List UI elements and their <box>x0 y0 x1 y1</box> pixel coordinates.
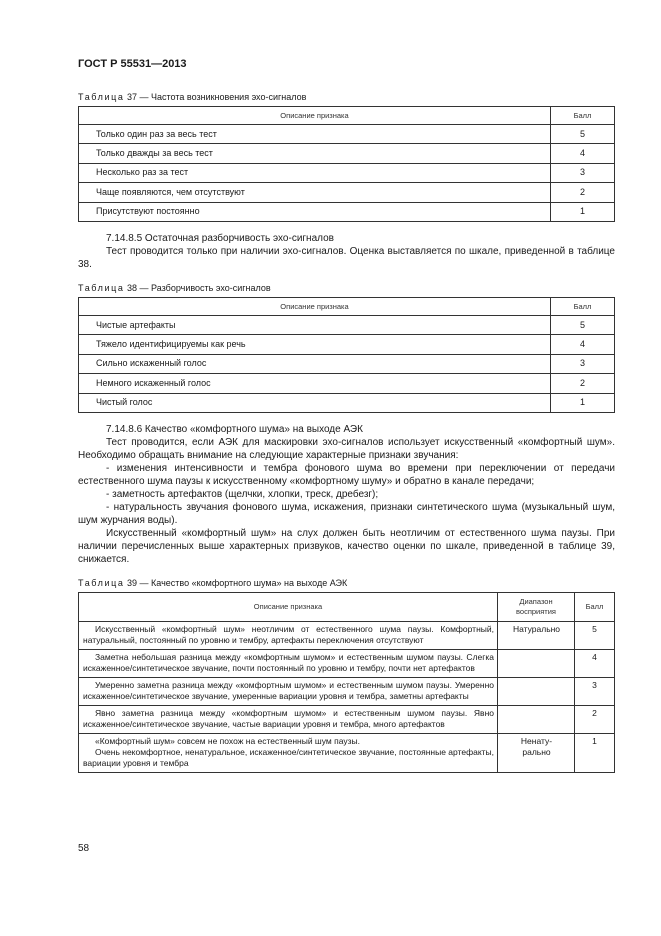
table-37-col-score: Балл <box>551 107 615 125</box>
table-38-cell-desc: Тяжело идентифицируемы как речь <box>79 335 551 354</box>
table-39-cell-score: 2 <box>575 705 615 733</box>
section-7-14-8-6-heading: 7.14.8.6 Качество «комфортного шума» на выходе АЭК <box>106 423 363 435</box>
table-38-caption <box>78 283 615 293</box>
table-39-cell-score: 5 <box>575 621 615 649</box>
table-37-title: 37 — Частота возникновения эхо-сигналов <box>127 92 307 102</box>
table-39-desc-text: Явно заметна разница между «комфортным шумом» и естественным шумом паузы. Явно искаженное/синтетическое звучание, частые вариации уровня и тембра, много артефактов <box>83 707 494 729</box>
section-7-14-8-6-bullet-2: - заметность артефактов (щелчки, хлопки, треск, дребезг); <box>106 488 379 500</box>
table-37-cell-desc: Только один раз за весь тест <box>79 125 551 144</box>
table-38-cell-score: 4 <box>551 335 615 354</box>
table-38-cell-desc: Немного искаженный голос <box>79 374 551 393</box>
table-39-cell-range <box>498 649 575 677</box>
section-7-14-8-6-bullet-3: - натуральность звучания фонового шума, искажения, признаки синтетического шума (музыкальный шум, шум журчания воды). <box>78 501 615 526</box>
table-38-cell-desc: Чистый голос <box>79 393 551 412</box>
table-39-col-range <box>498 592 575 621</box>
section-7-14-8-6-paragraph-2: Искусственный «комфортный шум» на слух должен быть неотличим от естественного шума паузы. При наличии перечисленных выше характерных призвуков, качество оценки по шкале, приведенной в таблице 39, снижается. <box>78 527 615 565</box>
table-39-header-row <box>79 592 615 621</box>
table-37-cell-desc: Только дважды за весь тест <box>79 144 551 163</box>
table-37-cell-desc: Чаще появляются, чем отсутствуют <box>79 183 551 202</box>
table-39-col-range-line-2: восприятия <box>516 606 556 616</box>
table-38-cell-score: 5 <box>551 315 615 334</box>
table-39-label: Таблица <box>78 577 125 588</box>
table-39-desc-text: «Комфортный шум» совсем не похож на естественный шум паузы. <box>95 735 360 746</box>
section-7-14-8-5-heading: 7.14.8.5 Остаточная разборчивость эхо-сигналов <box>106 232 334 244</box>
table-row <box>79 705 615 733</box>
page-number: 58 <box>78 843 90 854</box>
table-39-cell-desc <box>79 649 498 677</box>
table-row <box>79 183 615 202</box>
table-row <box>79 315 615 334</box>
table-37-label: Таблица <box>78 92 125 102</box>
table-37-cell-desc: Присутствуют постоянно <box>79 202 551 221</box>
table-row <box>79 649 615 677</box>
table-39-desc-text: Искусственный «комфортный шум» неотличим от естественного шума паузы. Комфортный, натуральный, постоянный по уровню и тембру, артефакты переключения отсутствуют <box>83 623 494 645</box>
table-row <box>79 393 615 412</box>
table-38-cell-score: 2 <box>551 374 615 393</box>
table-39-cell-range: Ненату- рально <box>498 733 575 772</box>
table-37 <box>78 106 615 222</box>
table-39-col-score: Балл <box>575 592 615 621</box>
table-38-cell-desc: Чистые артефакты <box>79 315 551 334</box>
table-39-cell-desc <box>79 733 498 772</box>
table-38-cell-score: 3 <box>551 354 615 373</box>
standard-header: ГОСТ Р 55531—2013 <box>78 58 187 70</box>
table-38-label: Таблица <box>78 282 125 293</box>
table-row <box>79 202 615 221</box>
table-37-cell-score: 4 <box>551 144 615 163</box>
table-38-cell-score: 1 <box>551 393 615 412</box>
table-row <box>79 374 615 393</box>
table-39-col-desc: Описание признака <box>79 592 498 621</box>
table-37-cell-score: 5 <box>551 125 615 144</box>
table-37-caption <box>78 92 615 102</box>
table-39-desc-text-2: Очень некомфортное, ненатуральное, искаженное/синтетическое звучание, постоянные артефакты, вариации уровня и тембра <box>83 746 494 768</box>
table-37-cell-score: 2 <box>551 183 615 202</box>
table-row <box>79 354 615 373</box>
table-38-header-row <box>79 297 615 315</box>
table-39-cell-desc <box>79 705 498 733</box>
table-39-col-range-line-1: Диапазон <box>519 596 553 606</box>
table-row <box>79 733 615 772</box>
table-37-header-row <box>79 107 615 125</box>
section-7-14-8-6-bullet-1: - изменения интенсивности и тембра фонового шума во времени при переключении от передачи естественного шума паузы к искусственному «комфортному шуму» и обратно в канале передачи; <box>78 462 615 487</box>
table-39-cell-score: 4 <box>575 649 615 677</box>
table-row <box>79 163 615 182</box>
table-39-cell-range <box>498 705 575 733</box>
table-39-cell-range <box>498 677 575 705</box>
table-row <box>79 335 615 354</box>
table-39 <box>78 592 615 773</box>
table-39-cell-score: 3 <box>575 677 615 705</box>
table-38 <box>78 297 615 413</box>
document-page <box>78 58 615 773</box>
table-38-cell-desc: Сильно искаженный голос <box>79 354 551 373</box>
table-39-cell-score: 1 <box>575 733 615 772</box>
section-7-14-8-6-paragraph-1: Тест проводится, если АЭК для маскировки эхо-сигналов использует искусственный «комфортный шум». Необходимо обращать внимание на следующие характерные признаки звучания: <box>78 436 615 461</box>
table-39-desc-text: Заметна небольшая разница между «комфортным шумом» и естественным шумом паузы. Слегка искаженное/синтетическое звучание, почти постоянный по уровню и тембру, почти нет артефактов <box>83 651 494 673</box>
table-37-cell-score: 1 <box>551 202 615 221</box>
table-row <box>79 125 615 144</box>
table-39-desc-text: Умеренно заметна разница между «комфортным шумом» и естественным шумом паузы. Умеренно искаженное/синтетическое звучание, умеренные вариации уровня и тембра, заметны артефакты <box>83 679 494 701</box>
table-38-col-score: Балл <box>551 297 615 315</box>
table-row <box>79 677 615 705</box>
table-37-cell-desc: Несколько раз за тест <box>79 163 551 182</box>
table-38-title: 38 — Разборчивость эхо-сигналов <box>127 282 271 293</box>
table-39-cell-desc <box>79 677 498 705</box>
section-7-14-8-5-text: Тест проводится только при наличии эхо-сигналов. Оценка выставляется по шкале, приведенной в таблице 38. <box>78 245 615 270</box>
table-37-cell-score: 3 <box>551 163 615 182</box>
table-39-title: 39 — Качество «комфортного шума» на выходе АЭК <box>127 577 348 588</box>
table-39-caption <box>78 578 615 588</box>
table-row <box>79 144 615 163</box>
table-39-cell-range: Натурально <box>498 621 575 649</box>
table-38-col-desc: Описание признака <box>79 297 551 315</box>
table-row <box>79 621 615 649</box>
table-39-cell-desc <box>79 621 498 649</box>
table-37-col-desc: Описание признака <box>79 107 551 125</box>
